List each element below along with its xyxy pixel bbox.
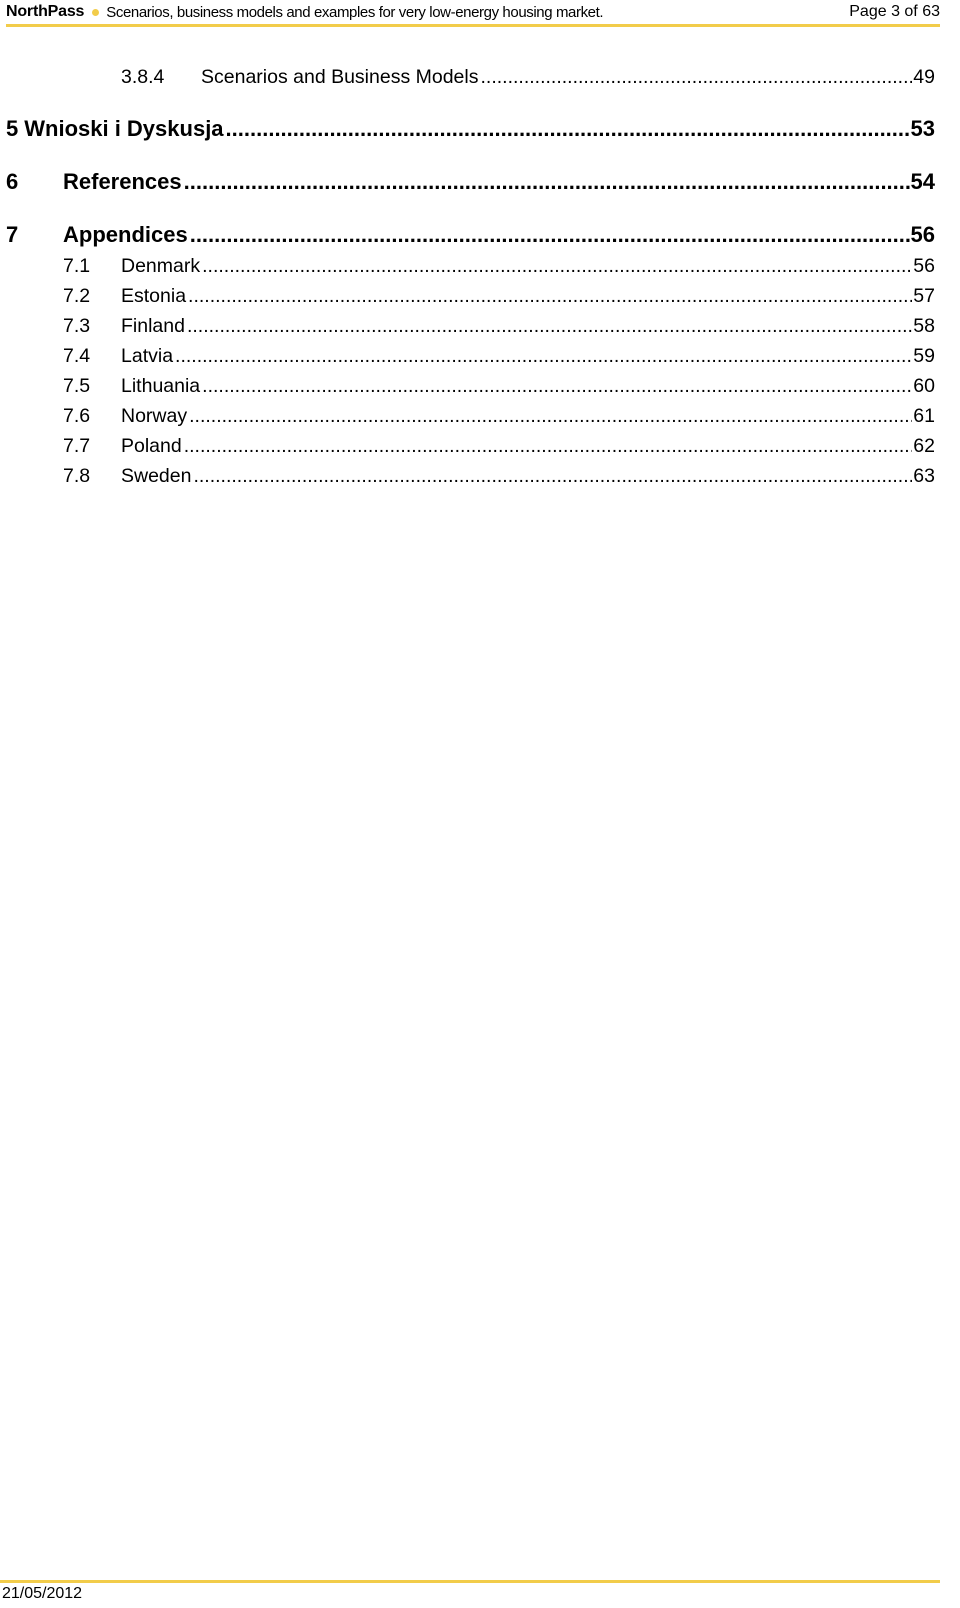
toc-entry-title: Poland (121, 435, 182, 457)
toc-dot-leader (187, 315, 912, 338)
toc-entry-title: Lithuania (121, 375, 201, 397)
toc-dot-leader (226, 116, 910, 142)
toc-entry-title: Finland (121, 315, 185, 337)
toc-entry-number: 7.4 (63, 345, 91, 367)
document-title: Scenarios, business models and examples for very low-energy housing market. (106, 3, 604, 21)
toc-entry-number: 7.2 (63, 285, 91, 307)
toc-entry-7-2[interactable] (6, 285, 935, 308)
page-number: Page 3 of 63 (849, 3, 940, 20)
toc-entry-6[interactable] (6, 169, 935, 195)
toc-entry-title: Sweden (121, 465, 192, 487)
toc-entry-number: 7 (6, 222, 19, 247)
toc-entry-page: 49 (913, 66, 935, 88)
toc-entry-number: 7.7 (63, 435, 91, 457)
bullet-icon (92, 9, 99, 16)
toc-entry-page: 57 (913, 285, 935, 307)
toc-entry-number: 7.1 (63, 255, 91, 277)
toc-dot-leader (202, 375, 912, 398)
toc-dot-leader (175, 345, 912, 368)
toc-entry-title: Denmark (121, 255, 201, 277)
toc-entry-page: 54 (910, 169, 935, 194)
toc-dot-leader (184, 169, 910, 195)
toc-entry-page: 59 (913, 345, 935, 367)
toc-entry-page: 60 (913, 375, 935, 397)
toc-entry-title: Wnioski i Dyskusja (24, 116, 224, 141)
toc-entry-page: 63 (913, 465, 935, 487)
toc-entry-7-6[interactable] (6, 405, 935, 428)
toc-entry-7-7[interactable] (6, 435, 935, 458)
brand-name: NorthPass (6, 3, 85, 20)
footer-date: 21/05/2012 (2, 1585, 83, 1602)
toc-entry-title: Norway (121, 405, 188, 427)
toc-entry-title: Appendices (63, 222, 188, 247)
toc-dot-leader (193, 465, 912, 488)
toc-entry-7-8[interactable] (6, 465, 935, 488)
toc-entry-5[interactable] (6, 116, 935, 142)
toc-dot-leader (189, 405, 912, 428)
toc-entry-number: 3.8.4 (121, 66, 165, 88)
toc-entry-number: 5 (6, 116, 19, 141)
toc-dot-leader (188, 285, 912, 308)
toc-dot-leader (190, 222, 910, 248)
toc-dot-leader (184, 435, 913, 458)
toc-entry-page: 53 (910, 116, 935, 141)
toc-entry-7-5[interactable] (6, 375, 935, 398)
toc-entry-7[interactable] (6, 222, 935, 248)
toc-entry-title: Latvia (121, 345, 174, 367)
toc-entry-number: 7.6 (63, 405, 91, 427)
toc-entry-7-4[interactable] (6, 345, 935, 368)
toc-entry-number: 7.5 (63, 375, 91, 397)
page-header (6, 0, 940, 24)
toc-entry-7-3[interactable] (6, 315, 935, 338)
toc-entry-title: Estonia (121, 285, 187, 307)
toc-dot-leader (481, 66, 913, 89)
toc-dot-leader (202, 255, 912, 278)
toc-entry-page: 56 (913, 255, 935, 277)
toc-entry-page: 62 (913, 435, 935, 457)
toc-entry-page: 58 (913, 315, 935, 337)
toc-entry-title: References (63, 169, 182, 194)
toc-entry-title: Scenarios and Business Models (201, 66, 479, 88)
toc-entry-number: 7.3 (63, 315, 91, 337)
toc-entry-number: 6 (6, 169, 19, 194)
toc-entry-7-1[interactable] (6, 255, 935, 278)
toc-entry-number: 7.8 (63, 465, 91, 487)
toc-entry-page: 61 (913, 405, 935, 427)
footer-rule (0, 1580, 940, 1583)
toc-entry-page: 56 (910, 222, 935, 247)
toc-entry-3-8-4[interactable] (6, 66, 935, 89)
header-rule (6, 24, 940, 27)
